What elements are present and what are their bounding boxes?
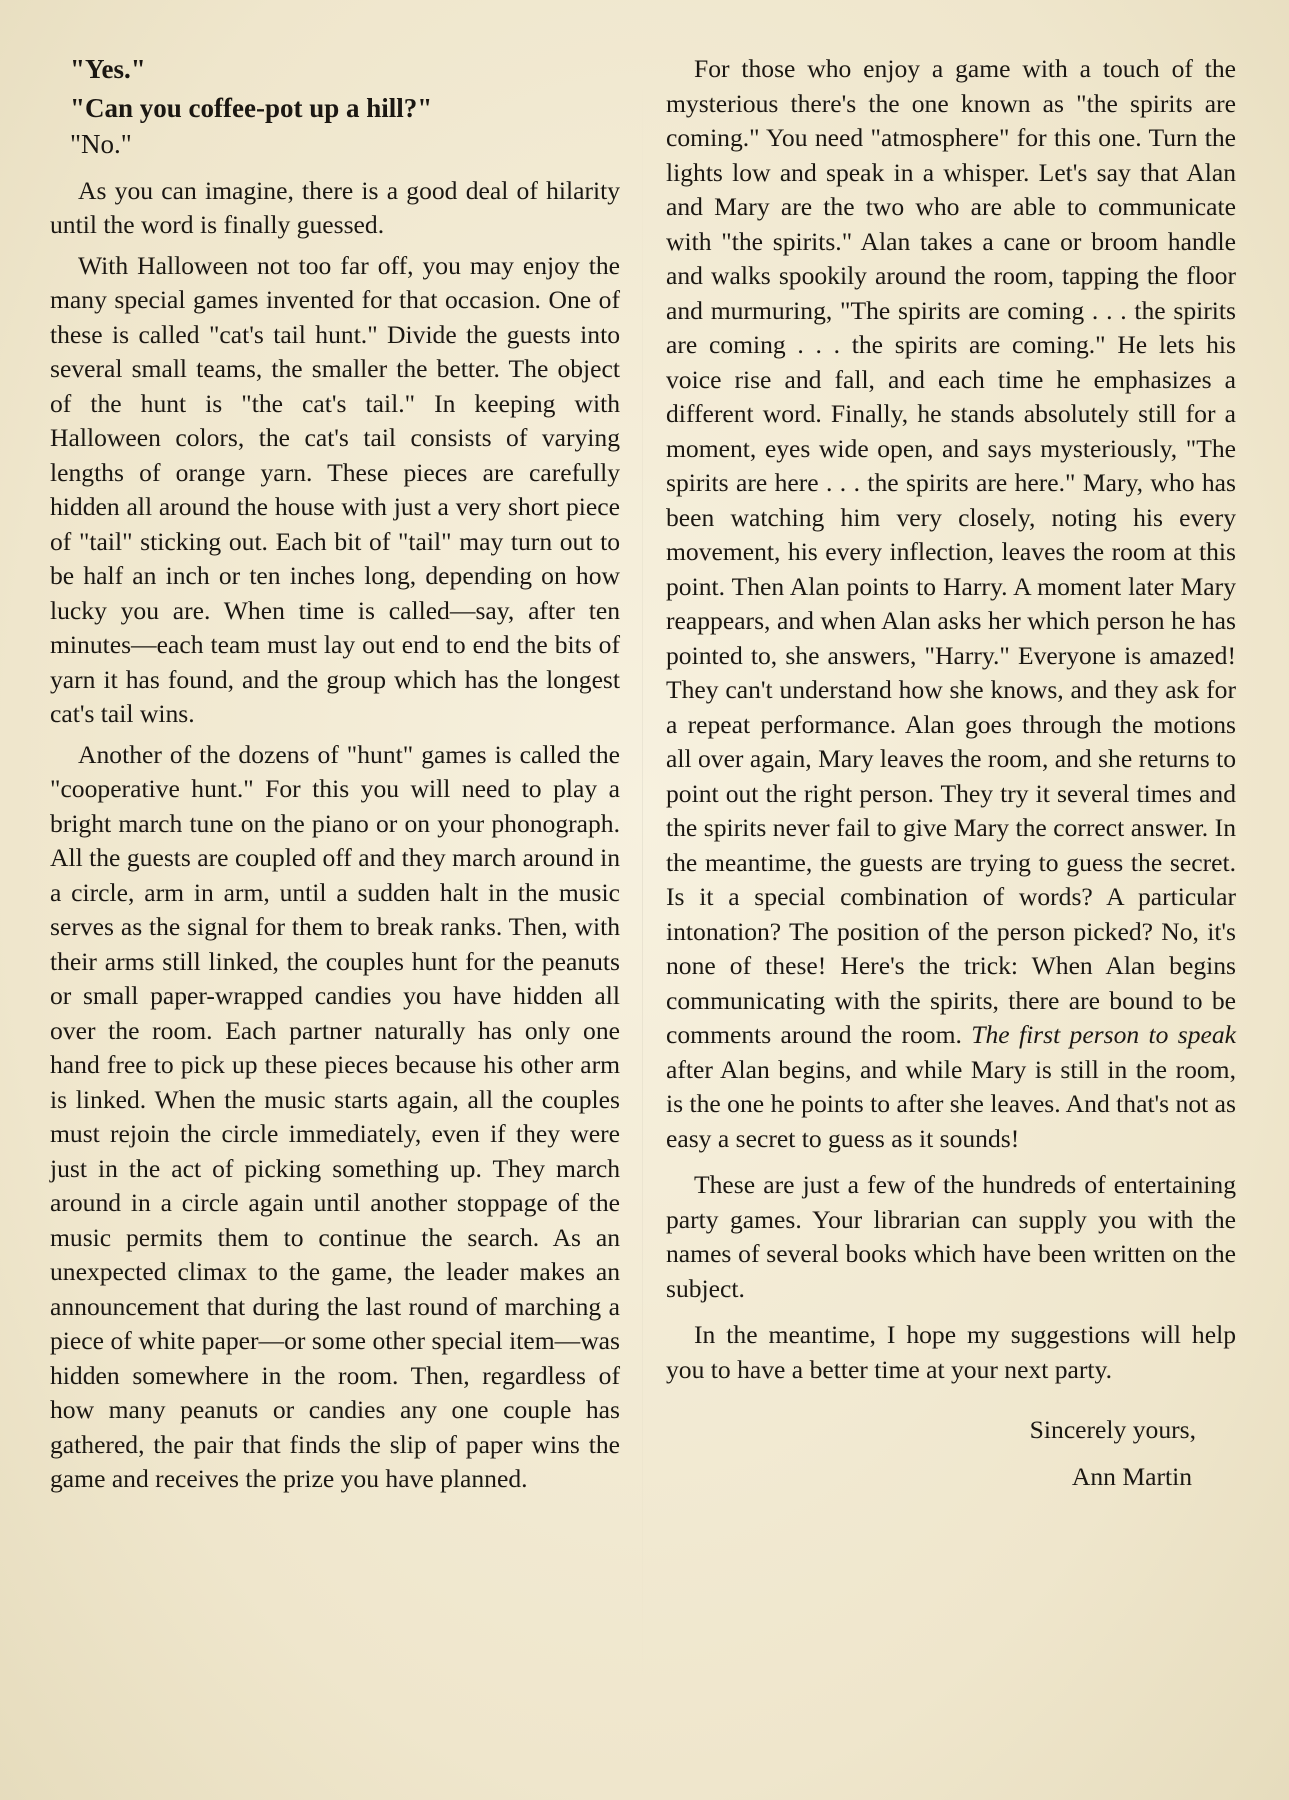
paragraph-cats-tail-hunt: With Halloween not too far off, you may enjoy the many special games invented for that occasion. One of these is called "cat's tail hunt." Divide the guests into several small teams, the smaller the better. The object of the hunt is "the cat's tail." In keeping with Halloween colors, the cat's tail consists of varying lengths of orange yarn. These pieces are carefully hidden all around the house with just a very short piece of "tail" sticking out. Each bit of "tail" may turn out to be half an inch or ten inches long, depending on how lucky you are. When time is called—say, after ten minutes—each team must lay out end to end the bits of yarn it has found, and the group which has the longest cat's tail wins. [50,250,620,728]
paragraph-cooperative-hunt: Another of the dozens of "hunt" games is called the "cooperative hunt." For this you will need to play a bright march tune on the piano or on your phonograph. All the guests are coupled off and they march around in a circle, arm in arm, until a sudden halt in the music serves as the signal for them to break ranks. Then, with their arms still linked, the couples hunt for the peanuts or small paper-wrapped candies you have hidden all over the room. Each partner naturally has only one hand free to pick up these pieces because his other arm is linked. When the music starts again, all the couples must rejoin the circle immediately, even if they were just in the act of picking something up. They march around in a circle again until another stoppage of the music permits them to continue the search. As an unexpected climax to the game, the leader makes an announcement that during the last round of marching a piece of white paper—or some other special item—was hidden somewhere in the room. Then, regardless of how many peanuts or candies any one couple has gathered, the pair that finds the slip of paper wins the game and receives the prize you have planned. [50,739,620,1493]
author-signature: Ann Martin [1071,1461,1192,1491]
paragraph-hilarity: As you can imagine, there is a good deal of hilarity until the word is finally guessed. [50,175,620,239]
dialog-line-question: "Can you coffee-pot up a hill?" [70,92,433,123]
column-gutter [642,60,643,1710]
signoff [666,1413,1236,1494]
spirits-text-italic: The first person to speak [971,1020,1237,1049]
spirits-text-part-2: after Alan begins, and while Mary is still in the room, is the one he points to after she leaves. And that's not as easy a secret to guess as it sounds! [666,1054,1236,1153]
left-column [50,52,620,1497]
dialog-line-no: "No." [70,129,132,159]
spirits-text-part-1: For those who enjoy a game with a touch of the mysterious there's the one known as "the spirits are coming." You need "atmosphere" for this one. Turn the lights low and speak in a whisper. Let's say that Alan and Mary are the two who are able to communicate with "the spirits." Alan takes a cane or broom handle and walks spookily around the room, tapping the floor and murmuring, "The spirits are coming . . . the spirits are coming . . . the spirits are coming." He lets his voice rise and fall, and each time he emphasizes a different word. Finally, he stands absolutely still for a moment, eyes wide open, and says mysteriously, "The spirits are here . . . the spirits are here." Mary, who has been watching him very closely, noting his every movement, his every inflection, leaves the room at this point. Then Alan points to Harry. A moment later Mary reappears, and when Alan asks her which person he has pointed to, she answers, "Harry." Everyone is amazed! They can't understand how she knows, and they ask for a repeat performance. Alan goes through the motions all over again, Mary leaves the room, and she returns to point out the right person. They try it several times and the spirits never fail to give Mary the correct answer. In the meantime, the guests are trying to guess the secret. Is it a special combination of words? A particular intonation? The position of the person picked? No, it's none of these! Here's the trick: When Alan begins communicating with the spirits, there are bound to be comments around the room. [666,54,1236,1049]
closing-line: Sincerely yours, [1029,1415,1196,1444]
paragraph-just-a-few: These are just a few of the hundreds of entertaining party games. Your librarian can supply you with the names of several books which have been written on the subject. [666,1170,1236,1303]
right-column [666,52,1236,1494]
paragraph-spirits-are-coming [666,52,1236,1156]
paragraph-in-the-meantime: In the meantime, I hope my suggestions will help you to have a better time at your next party. [666,1320,1236,1384]
dialog-line-yes: "Yes." [70,54,146,84]
